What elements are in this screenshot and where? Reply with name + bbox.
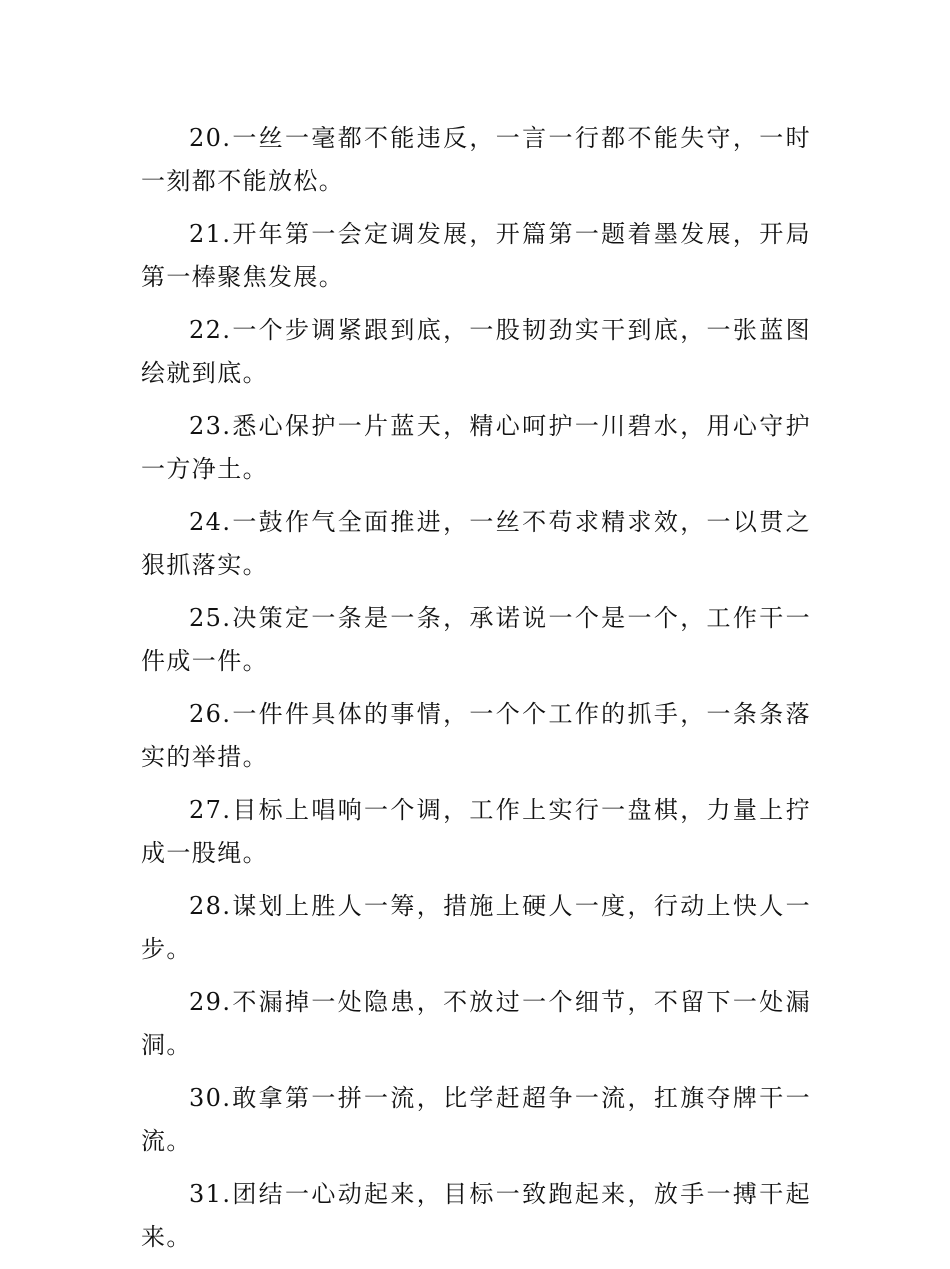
paragraph-23: 23.悉心保护一片蓝天，精心呵护一川碧水，用心守护一方净土。 [141,412,811,483]
paragraph-26: 26.一件件具体的事情，一个个工作的抓手，一条条落实的举措。 [141,700,811,771]
paragraph-30: 30.敢拿第一拼一流，比学赶超争一流，扛旗夺牌干一流。 [141,1084,811,1155]
paragraph-20: 20.一丝一毫都不能违反，一言一行都不能失守，一时一刻都不能放松。 [141,124,811,195]
paragraph-22: 22.一个步调紧跟到底，一股韧劲实干到底，一张蓝图绘就到底。 [141,316,811,387]
paragraph-31: 31.团结一心动起来，目标一致跑起来，放手一搏干起来。 [141,1180,811,1251]
paragraph-24: 24.一鼓作气全面推进，一丝不苟求精求效，一以贯之狠抓落实。 [141,508,811,579]
paragraph-25: 25.决策定一条是一条，承诺说一个是一个，工作干一件成一件。 [141,604,811,675]
paragraph-28: 28.谋划上胜人一筹，措施上硬人一度，行动上快人一步。 [141,892,811,963]
paragraph-21: 21.开年第一会定调发展，开篇第一题着墨发展，开局第一棒聚焦发展。 [141,220,811,291]
paragraph-29: 29.不漏掉一处隐患，不放过一个细节，不留下一处漏洞。 [141,988,811,1059]
paragraph-27: 27.目标上唱响一个调，工作上实行一盘棋，力量上拧成一股绳。 [141,796,811,867]
document-body [141,117,811,1269]
